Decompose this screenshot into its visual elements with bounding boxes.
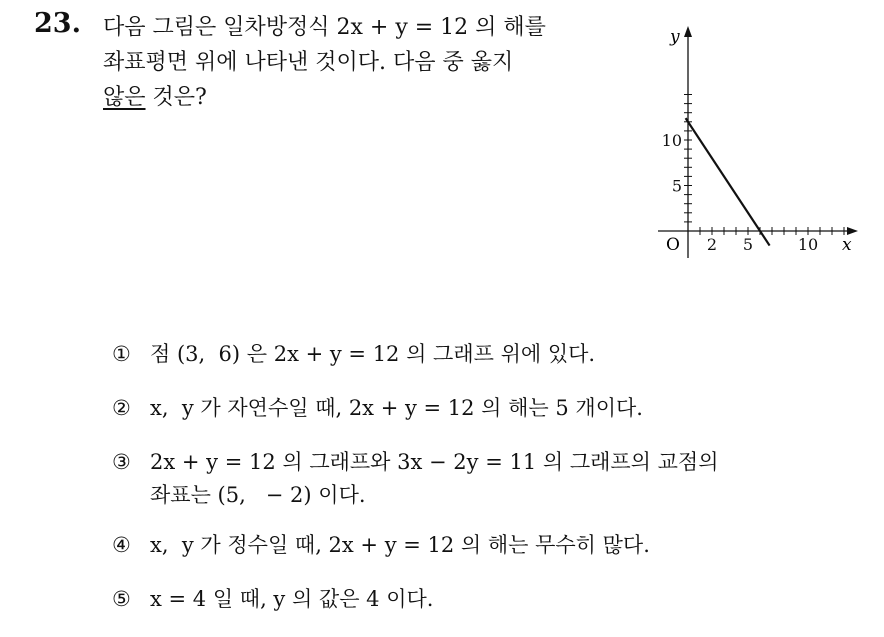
choices-list — [112, 338, 852, 637]
choice-3-mark: ③ — [112, 450, 131, 474]
stem-line-1: 다음 그림은 일차방정식 2x + y = 12 의 해를 — [103, 15, 546, 40]
y-axis-arrow — [684, 26, 692, 37]
choice-3-text — [150, 446, 719, 512]
question-stem — [103, 10, 633, 115]
x-tick-label: 5 — [742, 235, 754, 254]
solution-line — [686, 118, 770, 245]
axes — [658, 26, 858, 258]
stem-underlined-word: 않은 — [103, 85, 146, 110]
question-number: 23. — [34, 8, 81, 39]
origin-label: O — [666, 235, 680, 255]
series — [686, 118, 770, 245]
choice-4-text: x, y 가 정수일 때, 2x + y = 12 의 해는 무수히 많다. — [150, 533, 650, 557]
choice-5-mark: ⑤ — [112, 587, 131, 611]
stem-line-2: 좌표평면 위에 나타낸 것이다. 다음 중 옳지 — [103, 50, 514, 75]
choice-2-mark: ② — [112, 396, 131, 420]
stem-tail: 것은? — [145, 85, 207, 110]
choice-1[interactable] — [112, 338, 852, 371]
y-tick-label: 10 — [661, 131, 682, 150]
choice-1-text: 점 (3, 6) 은 2x + y = 12 의 그래프 위에 있다. — [150, 342, 596, 366]
x-axis-label: x — [842, 235, 852, 255]
ticks — [684, 95, 844, 236]
choice-4-mark: ④ — [112, 533, 131, 557]
stem-line-3 — [103, 80, 633, 115]
choice-3-line-2: 좌표는 (5, − 2) 이다. — [150, 483, 366, 507]
choice-2-text: x, y 가 자연수일 때, 2x + y = 12 의 해는 5 개이다. — [150, 396, 643, 420]
choice-1-mark: ① — [112, 342, 131, 366]
y-tick-label: 5 — [671, 176, 682, 196]
x-tick-label: 2 — [706, 235, 718, 254]
choice-4[interactable] — [112, 529, 852, 562]
x-axis-arrow — [847, 227, 858, 235]
x-tick-label: 10 — [797, 235, 819, 254]
choice-5[interactable] — [112, 583, 852, 616]
choice-5-text: x = 4 일 때, y 의 값은 4 이다. — [150, 587, 434, 611]
y-axis-label: y — [670, 27, 680, 47]
choice-2[interactable] — [112, 392, 852, 425]
coordinate-graph — [650, 18, 865, 263]
choice-3-line-1: 2x + y = 12 의 그래프와 3x − 2y = 11 의 그래프의 교점의 — [150, 450, 719, 474]
choice-3[interactable] — [112, 446, 852, 512]
